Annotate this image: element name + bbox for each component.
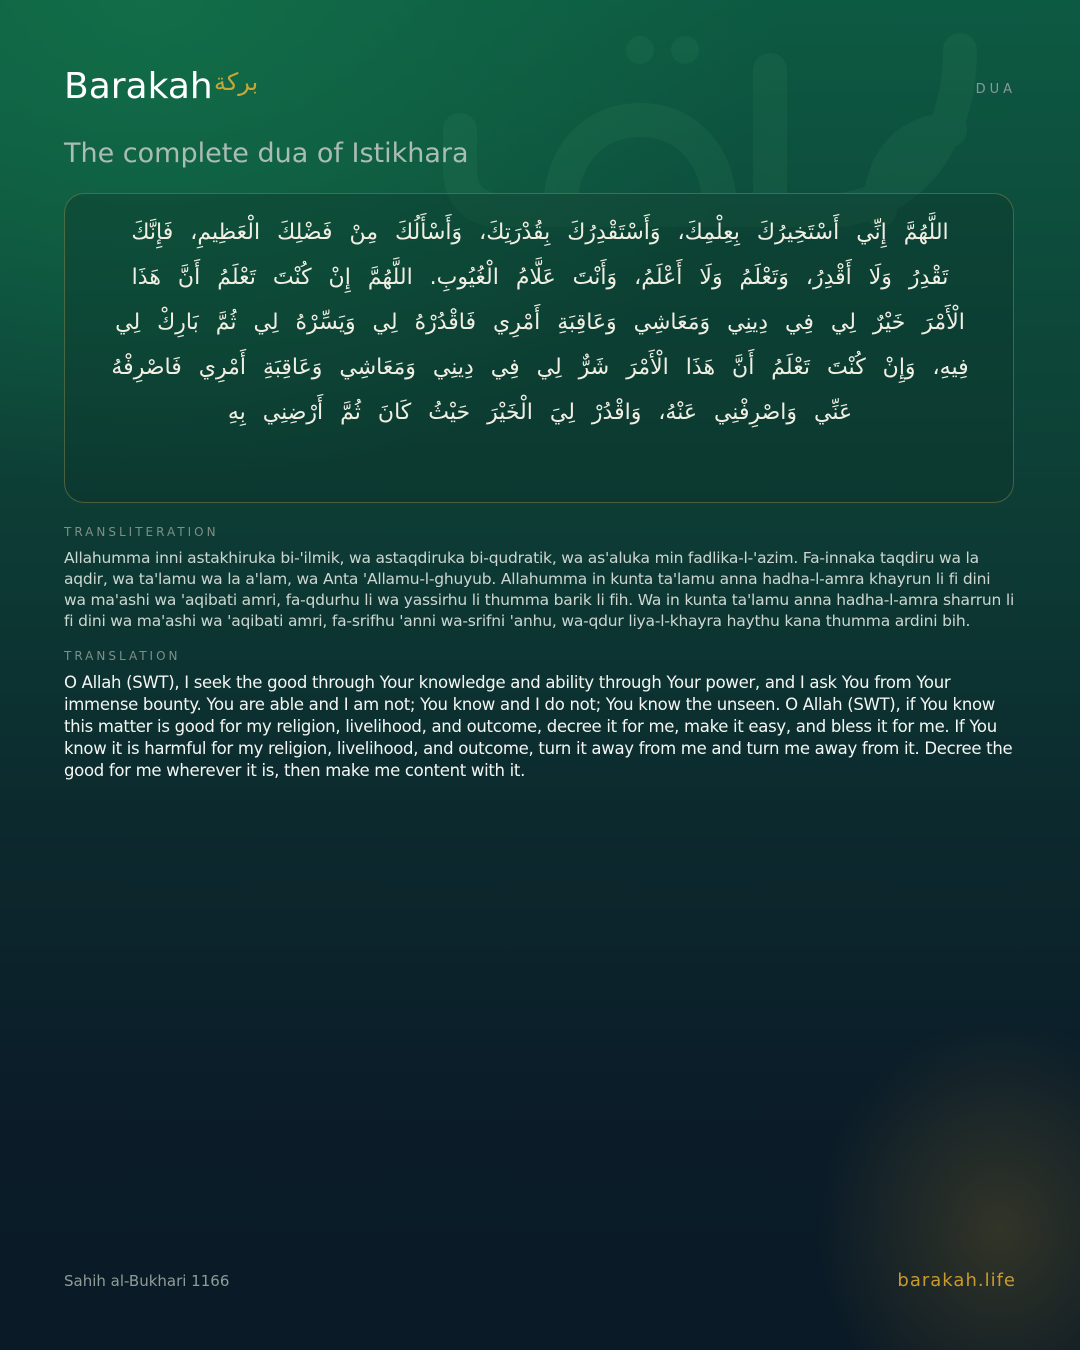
hadith-source: Sahih al-Bukhari 1166 [64,1272,230,1290]
transliteration-label: TRANSLITERATION [64,525,219,539]
brand-name-arabic: بركة [214,68,259,96]
transliteration-text: Allahumma inni astakhiruka bi-'ilmik, wa astaqdiruka bi-qudratik, wa as'aluka min fadlika-l-'azim. Fa-innaka taqdiru wa la aqdir, wa ta'lamu wa la a'lam, wa Anta 'Allamu-l-ghuyub. Allahumma in kunta ta'lamu anna hadha-l-amra khayrun li fi dini wa ma'ashi wa 'aqibati amri, fa-qdurhu li wa yassirhu li thumma barik li fih. Wa in kunta ta'lamu anna hadha-l-amra sharrun li fi dini wa ma'ashi wa 'aqibati amri, fa-srifhu 'anni wa-srifni 'anhu, wa-qdur liya-l-khayra haythu kana thumma ardini bih. [64,549,1015,630]
brand-name: Barakah [64,66,213,107]
translation-text: O Allah (SWT), I seek the good through Your knowledge and ability through Your power, and I ask You from Your immense bounty. You are able and I am not; You know and I do not; You know the unseen. O Allah (SWT), if You know this matter is good for my religion, livelihood, and outcome, decree it for me, make it easy, and bless it for me. If You know it is harmful for my religion, livelihood, and outcome, turn it away from me and turn me away from it. Decree the good for me wherever it is, then make me content with it. [64,673,1013,780]
header [64,66,1016,116]
section-tag: DUA [975,82,1016,97]
site-link[interactable]: barakah.life [897,1270,1016,1291]
translation-label: TRANSLATION [64,649,181,663]
dua-arabic-text: اللَّهُمَّ إِنِّي أَسْتَخِيرُكَ بِعِلْمِكَ، وَأَسْتَقْدِرُكَ بِقُدْرَتِكَ، وَأَسْأَلُكَ مِنْ فَضْلِكَ الْعَظِيمِ، فَإِنَّكَ تَقْدِرُ وَلَا أَقْدِرُ، وَتَعْلَمُ وَلَا أَعْلَمُ، وَأَنْتَ عَلَّامُ الْغُيُوبِ. اللَّهُمَّ إِنْ كُنْتَ تَعْلَمُ أَنَّ هَذَا الْأَمْرَ خَيْرٌ لِي فِي دِينِي وَمَعَاشِي وَعَاقِبَةِ أَمْرِي فَاقْدُرْهُ لِي وَيَسِّرْهُ لِي ثُمَّ بَارِكْ لِي فِيهِ، وَإِنْ كُنْتَ تَعْلَمُ أَنَّ هَذَا الْأَمْرَ شَرٌّ لِي فِي دِينِي وَمَعَاشِي وَعَاقِبَةِ أَمْرِي فَاصْرِفْهُ عَنِّي وَاصْرِفْنِي عَنْهُ، وَاقْدُرْ لِيَ الْخَيْرَ حَيْثُ كَانَ ثُمَّ أَرْضِنِي بِهِ [111,220,969,425]
dua-card [64,193,1014,503]
page-title: The complete dua of Istikhara [64,138,469,169]
